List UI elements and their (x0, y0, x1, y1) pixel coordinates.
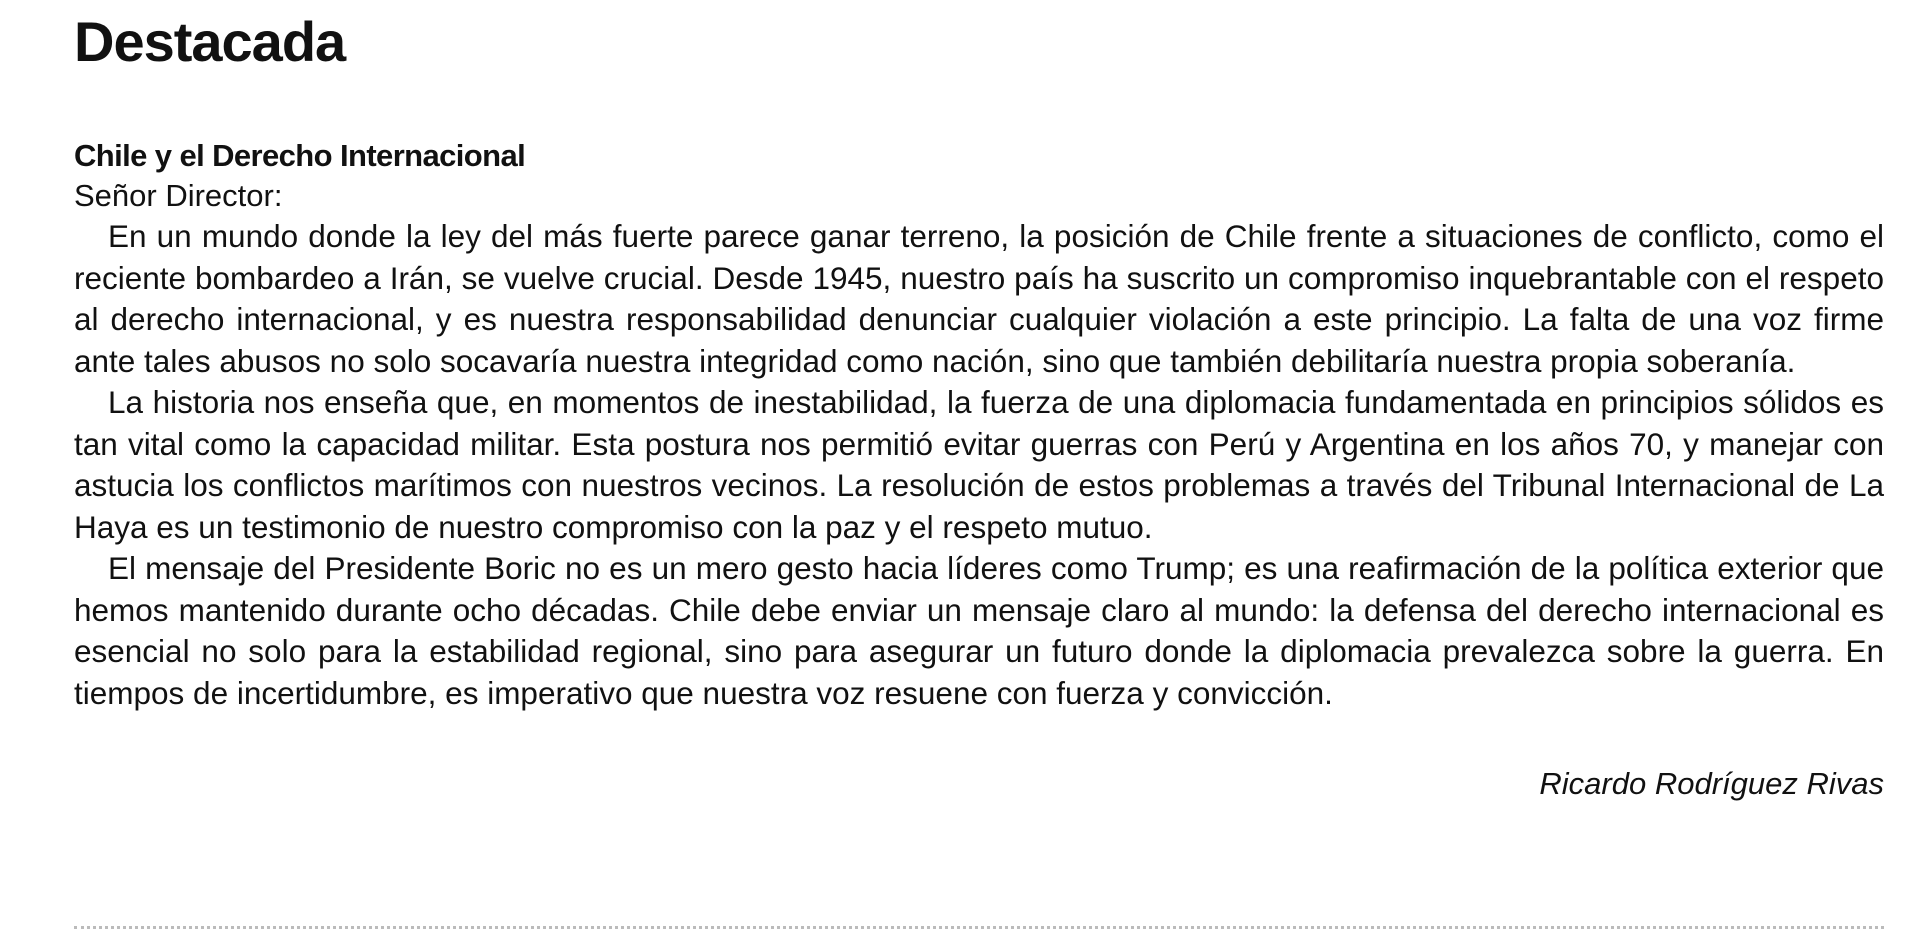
letter-paragraph-2: La historia nos enseña que, en momentos de inestabilidad, la fuerza de una diplomacia fundamentada en principios sólidos es tan vital como la capacidad militar. Esta postura nos permitió evitar guerras con Perú y Argentina en los años 70, y manejar con astucia los conflictos marítimos con nuestros vecinos. La resolución de estos problemas a través del Tribunal Internacional de La Haya es un testimonio de nuestro compromiso con la paz y el respeto mutuo. (74, 384, 1884, 545)
section-title: Destacada (74, 10, 346, 73)
letter-article (74, 136, 1884, 804)
letter-salutation: Señor Director: (74, 178, 283, 213)
letter-title: Chile y el Derecho Internacional (74, 138, 526, 173)
letter-paragraph-3: El mensaje del Presidente Boric no es un mero gesto hacia líderes como Trump; es una reafirmación de la política exterior que hemos mantenido durante ocho décadas. Chile debe enviar un mensaje claro al mundo: la defensa del derecho internacional es esencial no solo para la estabilidad regional, sino para asegurar un futuro donde la diplomacia prevalezca sobre la guerra. En tiempos de incertidumbre, es imperativo que nuestra voz resuene con fuerza y convicción. (74, 550, 1884, 711)
bottom-divider (74, 926, 1884, 929)
letter-body (74, 216, 1884, 714)
letters-page (74, 10, 1884, 804)
letter-signature: Ricardo Rodríguez Rivas (1539, 766, 1884, 801)
letter-paragraph-1: En un mundo donde la ley del más fuerte parece ganar terreno, la posición de Chile frente a situaciones de conflicto, como el reciente bombardeo a Irán, se vuelve crucial. Desde 1945, nuestro país ha suscrito un compromiso inquebrantable con el respeto al derecho internacional, y es nuestra responsabilidad denunciar cualquier violación a este principio. La falta de una voz firme ante tales abusos no solo socavaría nuestra integridad como nación, sino que también debilitaría nuestra propia soberanía. (74, 218, 1884, 379)
